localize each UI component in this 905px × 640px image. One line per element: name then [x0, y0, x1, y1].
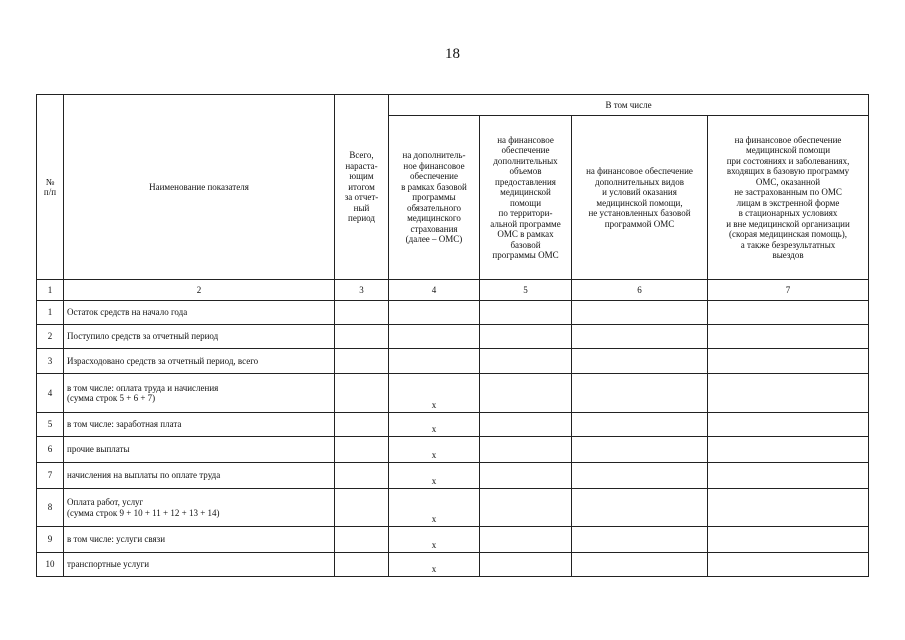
table-row [37, 349, 869, 374]
row-number: 3 [37, 349, 64, 374]
value-cell [572, 463, 708, 489]
value-cell [708, 527, 869, 553]
value-cell [335, 374, 389, 413]
table-row [37, 463, 869, 489]
row-number: 8 [37, 489, 64, 527]
value-cell [480, 413, 572, 437]
header-name [64, 95, 335, 280]
value-cell: х [389, 463, 480, 489]
value-cell [389, 301, 480, 325]
row-name: транспортные услуги [64, 553, 335, 577]
row-name: в том числе: услуги связи [64, 527, 335, 553]
header-group-label: В том числе [605, 99, 652, 110]
value-cell [335, 489, 389, 527]
col-number-cell: 1 [37, 280, 64, 301]
header-number [37, 95, 64, 280]
value-cell [708, 437, 869, 463]
header-number-label: № п/п [43, 176, 57, 197]
value-cell [335, 325, 389, 349]
table-row [37, 413, 869, 437]
value-cell [572, 325, 708, 349]
header-subcol-4: на дополнитель- ное финансовое обеспечение в рамках базовой программы обязательного медицинского страхования (далее – ОМС) [389, 116, 480, 280]
table-row [37, 553, 869, 577]
row-name: начисления на выплаты по оплате труда [64, 463, 335, 489]
header-total-label: Всего, нараста- ющим итогом за отчет- ный период [344, 150, 379, 224]
value-cell [572, 437, 708, 463]
value-cell [480, 349, 572, 374]
table-row [37, 301, 869, 325]
value-cell [335, 527, 389, 553]
value-cell [708, 413, 869, 437]
value-cell: х [389, 489, 480, 527]
report-table [36, 94, 869, 577]
value-cell [480, 527, 572, 553]
value-cell [572, 527, 708, 553]
header-subcol-5: на финансовое обеспечение дополнительных объемов предоставления медицинской помощи по территори- альной программе ОМС в рамках базовой программы ОМС [480, 116, 572, 280]
value-cell [708, 463, 869, 489]
header-subcol-7: на финансовое обеспечение медицинской помощи при состояниях и заболеваниях, входящих в базовую программу ОМС, оказанной не застрахованным по ОМС лицам в экстренной форме в стационарных условиях и вне медицинской организации (скорая медицинская помощь), а также безрезультатных выездов [708, 116, 869, 280]
row-number: 9 [37, 527, 64, 553]
value-cell [480, 301, 572, 325]
header-subcol-6: на финансовое обеспечение дополнительных видов и условий оказания медицинской помощи, не установленных базовой программой ОМС [572, 116, 708, 280]
col-number-cell: 4 [389, 280, 480, 301]
row-number: 6 [37, 437, 64, 463]
value-cell [708, 489, 869, 527]
col-number-cell: 7 [708, 280, 869, 301]
value-cell [335, 301, 389, 325]
header-name-label: Наименование показателя [149, 181, 249, 192]
table-row [37, 527, 869, 553]
value-cell [572, 553, 708, 577]
row-number: 5 [37, 413, 64, 437]
value-cell [572, 374, 708, 413]
table-row [37, 374, 869, 413]
value-cell [480, 463, 572, 489]
value-cell [335, 349, 389, 374]
value-cell [480, 437, 572, 463]
row-name: в том числе: оплата труда и начисления (сумма строк 5 + 6 + 7) [64, 374, 335, 413]
value-cell [480, 489, 572, 527]
row-name: Остаток средств на начало года [64, 301, 335, 325]
value-cell [708, 325, 869, 349]
value-cell [708, 553, 869, 577]
row-number: 4 [37, 374, 64, 413]
value-cell [572, 301, 708, 325]
value-cell [389, 349, 480, 374]
table-row [37, 489, 869, 527]
value-cell [480, 553, 572, 577]
row-number: 7 [37, 463, 64, 489]
value-cell [708, 374, 869, 413]
row-name: прочие выплаты [64, 437, 335, 463]
col-number-cell: 6 [572, 280, 708, 301]
page-number: 18 [445, 46, 460, 62]
row-name: Поступило средств за отчетный период [64, 325, 335, 349]
value-cell [480, 325, 572, 349]
value-cell [572, 349, 708, 374]
row-number: 10 [37, 553, 64, 577]
value-cell [335, 437, 389, 463]
table-row [37, 437, 869, 463]
row-name: Израсходовано средств за отчетный период, всего [64, 349, 335, 374]
value-cell: х [389, 374, 480, 413]
value-cell [480, 374, 572, 413]
value-cell [708, 349, 869, 374]
header-group [389, 95, 869, 116]
value-cell: х [389, 527, 480, 553]
value-cell: х [389, 413, 480, 437]
value-cell [572, 413, 708, 437]
header-total [335, 95, 389, 280]
value-cell [335, 413, 389, 437]
value-cell [708, 301, 869, 325]
value-cell [335, 553, 389, 577]
row-name: Оплата работ, услуг (сумма строк 9 + 10 + 11 + 12 + 13 + 14) [64, 489, 335, 527]
row-number: 1 [37, 301, 64, 325]
col-number-cell: 3 [335, 280, 389, 301]
col-number-cell: 5 [480, 280, 572, 301]
col-number-cell: 2 [64, 280, 335, 301]
row-name: в том числе: заработная плата [64, 413, 335, 437]
value-cell [335, 463, 389, 489]
value-cell [389, 325, 480, 349]
value-cell: х [389, 437, 480, 463]
value-cell [572, 489, 708, 527]
table-row [37, 325, 869, 349]
row-number: 2 [37, 325, 64, 349]
value-cell: х [389, 553, 480, 577]
